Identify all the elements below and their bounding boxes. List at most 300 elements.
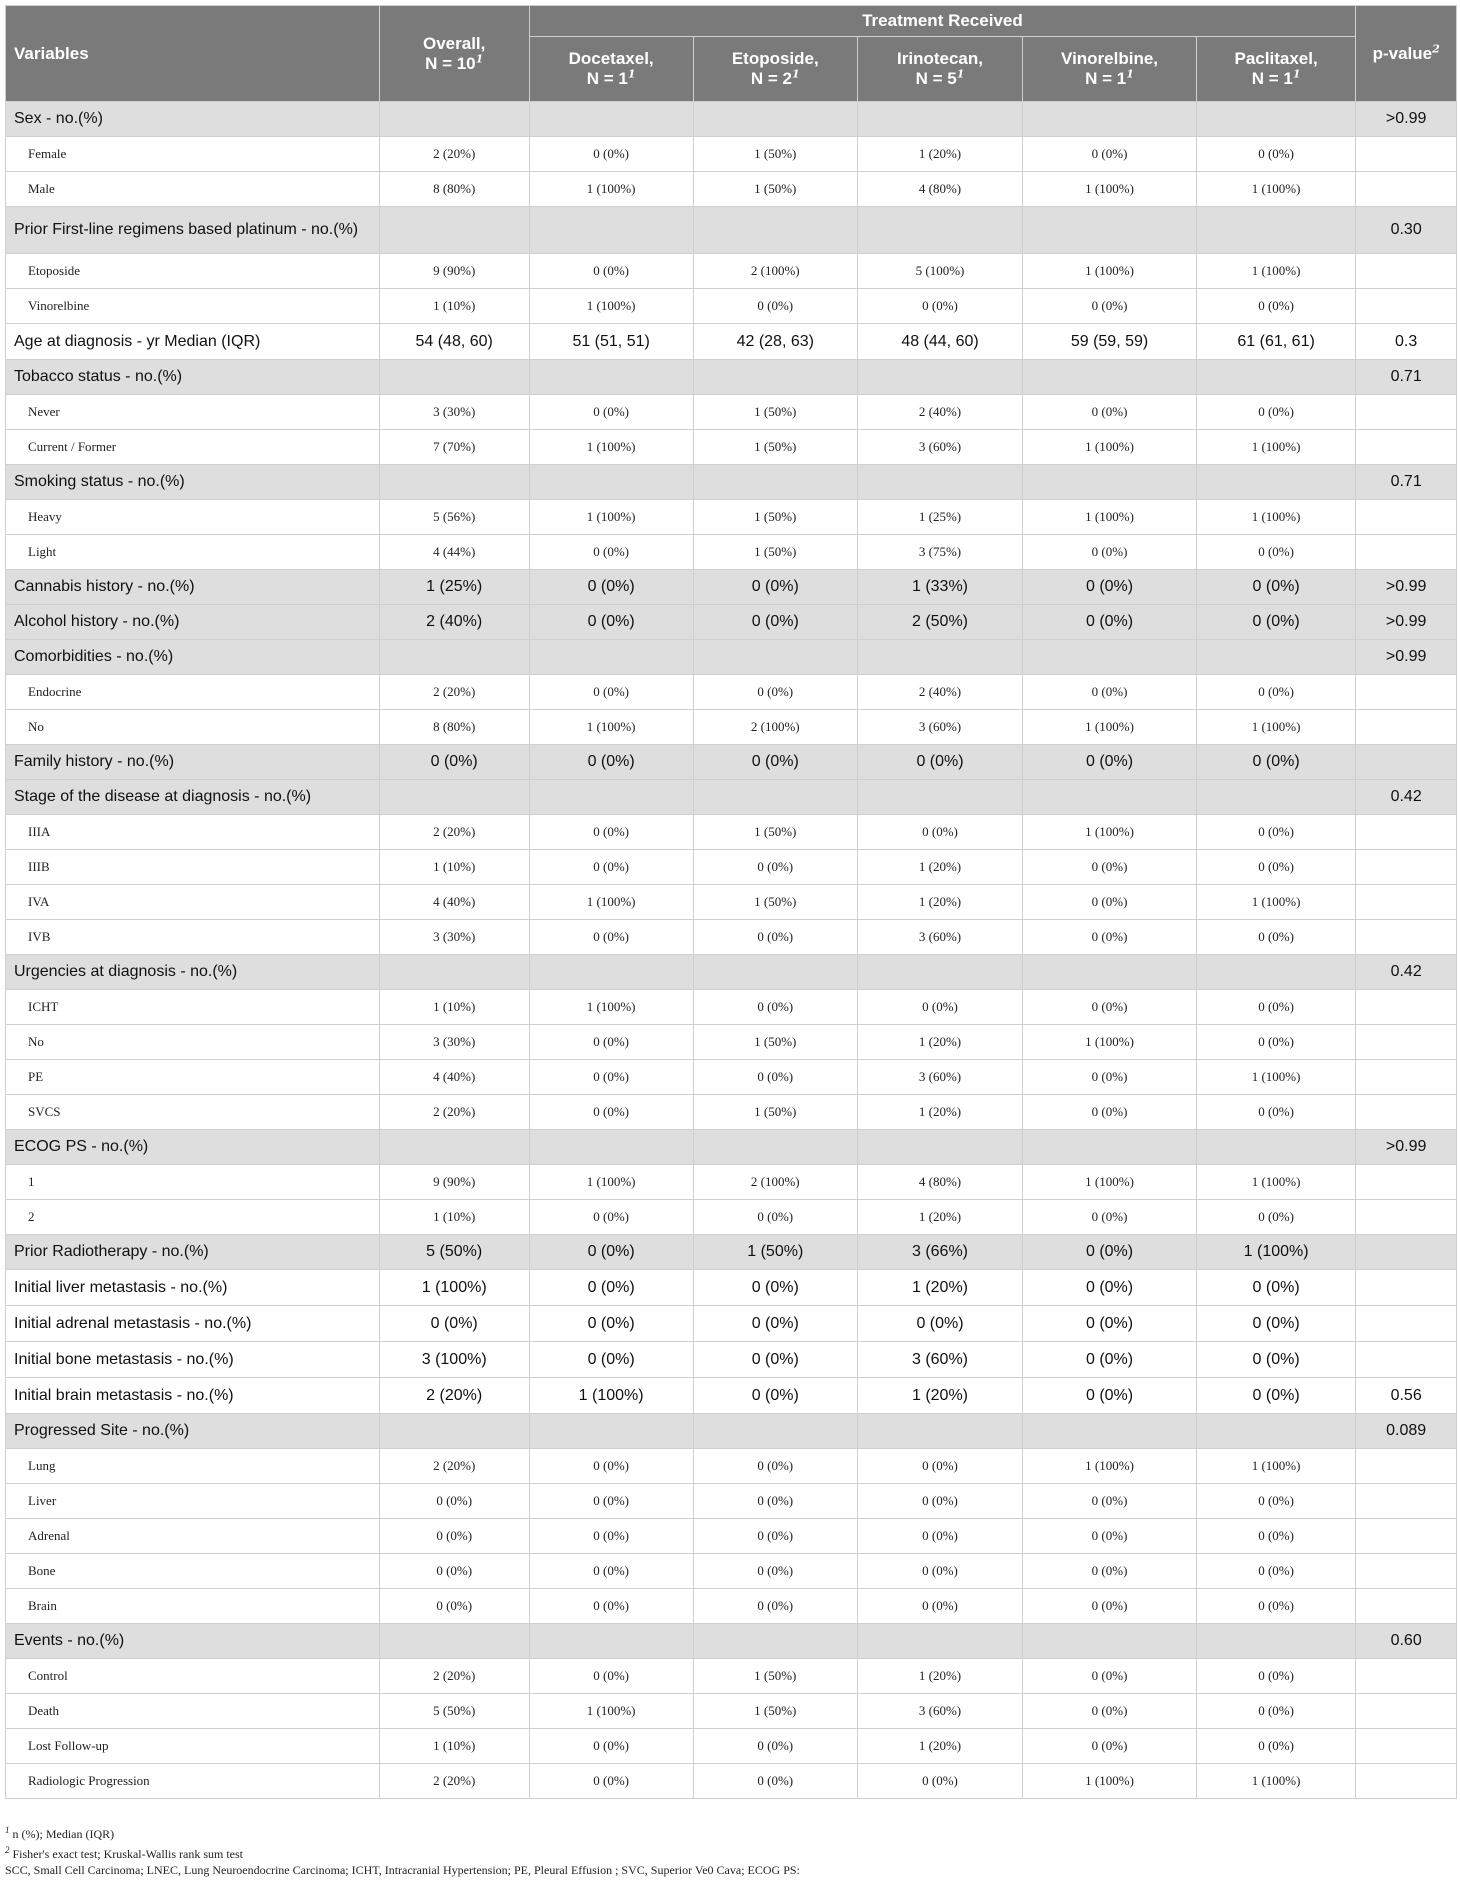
cell-value: 0 (0%) (1023, 920, 1197, 955)
cell-value: 1 (100%) (1023, 710, 1197, 745)
cell-value: 0 (0%) (529, 745, 693, 780)
cell-value (693, 102, 857, 137)
cell-value: 0 (0%) (693, 1519, 857, 1554)
cell-pvalue (1356, 1306, 1457, 1342)
cell-value (379, 360, 529, 395)
cell-value: 0 (0%) (529, 920, 693, 955)
cell-value (693, 1130, 857, 1165)
cell-value: 1 (100%) (529, 990, 693, 1025)
cell-value: 0 (0%) (1196, 990, 1355, 1025)
table-subrow (6, 1659, 1457, 1694)
cell-value: 1 (100%) (529, 1378, 693, 1414)
cell-pvalue (1356, 1519, 1457, 1554)
cell-value: 0 (0%) (857, 1764, 1022, 1799)
table-row (6, 360, 1457, 395)
cell-value: 4 (40%) (379, 1060, 529, 1095)
table-subrow (6, 1729, 1457, 1764)
cell-value: 0 (0%) (379, 1519, 529, 1554)
cell-value: 1 (50%) (693, 500, 857, 535)
cell-pvalue: >0.99 (1356, 640, 1457, 675)
cell-value: 1 (100%) (529, 430, 693, 465)
cell-value (1023, 780, 1197, 815)
cell-value: 1 (50%) (693, 1025, 857, 1060)
cell-pvalue: 0.71 (1356, 465, 1457, 500)
cell-value (379, 1624, 529, 1659)
cell-value: 0 (0%) (1023, 535, 1197, 570)
header-pvalue-sup: 2 (1432, 41, 1440, 55)
row-label: Etoposide (6, 254, 380, 289)
table-row (6, 605, 1457, 640)
cell-pvalue: 0.089 (1356, 1414, 1457, 1449)
cell-value: 0 (0%) (1023, 675, 1197, 710)
table-row (6, 1235, 1457, 1270)
table-subrow (6, 1025, 1457, 1060)
cell-pvalue (1356, 1342, 1457, 1378)
table-subrow (6, 1095, 1457, 1130)
table-subrow (6, 395, 1457, 430)
cell-pvalue (1356, 1200, 1457, 1235)
cell-pvalue: 0.3 (1356, 324, 1457, 360)
cell-value: 0 (0%) (693, 1554, 857, 1589)
cell-value: 0 (0%) (1196, 675, 1355, 710)
cell-pvalue: >0.99 (1356, 570, 1457, 605)
cell-value: 0 (0%) (1196, 137, 1355, 172)
row-label: 2 (6, 1200, 380, 1235)
cell-value: 0 (0%) (529, 254, 693, 289)
cell-value: 3 (60%) (857, 1060, 1022, 1095)
cell-value (693, 955, 857, 990)
cell-value (1023, 955, 1197, 990)
treatment-name: Vinorelbine, (1061, 49, 1159, 68)
cell-value: 1 (50%) (693, 815, 857, 850)
cell-value: 0 (0%) (693, 1342, 857, 1378)
cell-value: 1 (100%) (1023, 1449, 1197, 1484)
cell-value: 0 (0%) (529, 1270, 693, 1306)
cell-value (857, 780, 1022, 815)
cell-value (1023, 465, 1197, 500)
cell-value: 0 (0%) (1023, 1235, 1197, 1270)
header-overall-sup: 1 (475, 51, 484, 65)
cell-value: 0 (0%) (529, 1519, 693, 1554)
cell-value: 0 (0%) (1023, 1095, 1197, 1130)
cell-value: 0 (0%) (529, 850, 693, 885)
cell-value: 9 (90%) (379, 254, 529, 289)
cell-value (379, 1130, 529, 1165)
cell-value (1196, 640, 1355, 675)
cell-value: 5 (100%) (857, 254, 1022, 289)
cell-value: 1 (50%) (693, 1235, 857, 1270)
cell-value: 3 (30%) (379, 395, 529, 430)
table-row (6, 1306, 1457, 1342)
cell-pvalue (1356, 1694, 1457, 1729)
cell-value: 0 (0%) (693, 1200, 857, 1235)
cell-value: 0 (0%) (693, 850, 857, 885)
cell-pvalue (1356, 885, 1457, 920)
row-label: Male (6, 172, 380, 207)
cell-value: 1 (50%) (693, 535, 857, 570)
row-label: Brain (6, 1589, 380, 1624)
header-overall-label: Overall, (423, 33, 486, 53)
cell-value (1023, 1414, 1197, 1449)
row-label: IVA (6, 885, 380, 920)
table-row (6, 207, 1457, 254)
table-subrow (6, 990, 1457, 1025)
cell-value (857, 465, 1022, 500)
table-subrow (6, 1694, 1457, 1729)
row-label: Initial adrenal metastasis - no.(%) (6, 1306, 380, 1342)
cell-value (857, 1414, 1022, 1449)
cell-value: 2 (100%) (693, 1165, 857, 1200)
cell-value: 0 (0%) (1023, 1554, 1197, 1589)
table-row (6, 324, 1457, 360)
cell-value: 0 (0%) (693, 1589, 857, 1624)
cell-value: 1 (20%) (857, 1270, 1022, 1306)
treatment-n: N = 2 (750, 69, 792, 88)
cell-value: 1 (50%) (693, 172, 857, 207)
cell-value: 0 (0%) (693, 289, 857, 324)
cell-pvalue (1356, 535, 1457, 570)
cell-value: 0 (0%) (1023, 1342, 1197, 1378)
cell-value: 3 (60%) (857, 710, 1022, 745)
cell-value (1196, 1130, 1355, 1165)
patient-characteristics-table (5, 5, 1457, 1799)
cell-pvalue (1356, 1554, 1457, 1589)
cell-value: 0 (0%) (857, 745, 1022, 780)
table-subrow (6, 1589, 1457, 1624)
cell-value: 1 (100%) (529, 1165, 693, 1200)
cell-value: 54 (48, 60) (379, 324, 529, 360)
cell-value: 4 (40%) (379, 885, 529, 920)
cell-value: 1 (100%) (1196, 430, 1355, 465)
row-label: IIIB (6, 850, 380, 885)
cell-value: 2 (100%) (693, 710, 857, 745)
table-subrow (6, 1484, 1457, 1519)
cell-value: 3 (60%) (857, 1694, 1022, 1729)
row-label: Cannabis history - no.(%) (6, 570, 380, 605)
table-subrow (6, 172, 1457, 207)
cell-value: 1 (10%) (379, 990, 529, 1025)
cell-value: 3 (30%) (379, 920, 529, 955)
cell-value: 0 (0%) (1196, 1484, 1355, 1519)
table-subrow (6, 1060, 1457, 1095)
row-label: Radiologic Progression (6, 1764, 380, 1799)
cell-value: 0 (0%) (693, 1729, 857, 1764)
footnote (5, 1842, 1457, 1862)
table-subrow (6, 430, 1457, 465)
cell-value: 2 (50%) (857, 605, 1022, 640)
table-row (6, 955, 1457, 990)
cell-value (379, 102, 529, 137)
cell-value: 2 (100%) (693, 254, 857, 289)
treatment-name: Paclitaxel, (1234, 49, 1318, 68)
cell-value: 0 (0%) (1196, 1554, 1355, 1589)
row-label: Lung (6, 1449, 380, 1484)
cell-value: 0 (0%) (1196, 1729, 1355, 1764)
table-subrow (6, 1449, 1457, 1484)
cell-value: 0 (0%) (1023, 289, 1197, 324)
cell-value (857, 640, 1022, 675)
cell-value: 2 (20%) (379, 1095, 529, 1130)
cell-value: 0 (0%) (1196, 535, 1355, 570)
footnote-text: SCC, Small Cell Carcinoma; LNEC, Lung Neuroendocrine Carcinoma; ICHT, Intracranial Hypertension; PE, Pleural Effusion ; SVC, Superior Ve0 Cava; ECOG PS: (5, 1863, 800, 1877)
cell-value (379, 780, 529, 815)
cell-pvalue (1356, 1095, 1457, 1130)
cell-value: 1 (20%) (857, 1729, 1022, 1764)
table-subrow (6, 1764, 1457, 1799)
cell-pvalue: 0.56 (1356, 1378, 1457, 1414)
cell-value: 0 (0%) (379, 1589, 529, 1624)
cell-value (529, 1130, 693, 1165)
cell-value: 0 (0%) (529, 1025, 693, 1060)
cell-value: 0 (0%) (1023, 745, 1197, 780)
cell-value: 0 (0%) (1196, 1095, 1355, 1130)
row-label: Smoking status - no.(%) (6, 465, 380, 500)
cell-value: 1 (100%) (1023, 172, 1197, 207)
cell-value: 0 (0%) (693, 1449, 857, 1484)
cell-value: 0 (0%) (529, 1449, 693, 1484)
row-label: Age at diagnosis - yr Median (IQR) (6, 324, 380, 360)
cell-value: 1 (50%) (693, 395, 857, 430)
cell-pvalue: 0.42 (1356, 955, 1457, 990)
cell-value: 0 (0%) (1023, 850, 1197, 885)
cell-value: 0 (0%) (1023, 395, 1197, 430)
cell-value (379, 955, 529, 990)
row-label: ICHT (6, 990, 380, 1025)
cell-value: 0 (0%) (857, 1484, 1022, 1519)
cell-value: 3 (60%) (857, 1342, 1022, 1378)
cell-value (379, 207, 529, 254)
cell-value: 1 (20%) (857, 850, 1022, 885)
table-row (6, 570, 1457, 605)
row-label: 1 (6, 1165, 380, 1200)
treatment-n: N = 1 (1251, 69, 1293, 88)
cell-value: 0 (0%) (1196, 395, 1355, 430)
row-label: Bone (6, 1554, 380, 1589)
cell-value: 1 (100%) (529, 172, 693, 207)
cell-pvalue (1356, 1060, 1457, 1095)
cell-value: 8 (80%) (379, 172, 529, 207)
row-label: Endocrine (6, 675, 380, 710)
cell-value: 0 (0%) (1196, 745, 1355, 780)
cell-value: 61 (61, 61) (1196, 324, 1355, 360)
cell-pvalue (1356, 1484, 1457, 1519)
cell-value: 0 (0%) (693, 1378, 857, 1414)
cell-value: 0 (0%) (857, 1449, 1022, 1484)
cell-value: 0 (0%) (1196, 289, 1355, 324)
cell-pvalue (1356, 172, 1457, 207)
table-subrow (6, 1554, 1457, 1589)
row-label: Adrenal (6, 1519, 380, 1554)
treatment-n-sup: 1 (627, 67, 636, 81)
cell-value: 1 (50%) (693, 1095, 857, 1130)
cell-value (1196, 207, 1355, 254)
cell-pvalue (1356, 430, 1457, 465)
cell-value (693, 1414, 857, 1449)
cell-value: 0 (0%) (1196, 1306, 1355, 1342)
cell-value: 0 (0%) (857, 815, 1022, 850)
cell-value: 0 (0%) (1023, 990, 1197, 1025)
table-subrow (6, 850, 1457, 885)
cell-value: 1 (100%) (1023, 254, 1197, 289)
cell-pvalue: 0.60 (1356, 1624, 1457, 1659)
cell-value (1023, 640, 1197, 675)
cell-value: 0 (0%) (529, 1095, 693, 1130)
cell-value (693, 780, 857, 815)
cell-value: 1 (25%) (857, 500, 1022, 535)
cell-value: 0 (0%) (1023, 1519, 1197, 1554)
row-label: ECOG PS - no.(%) (6, 1130, 380, 1165)
row-label: Initial bone metastasis - no.(%) (6, 1342, 380, 1378)
cell-value: 1 (100%) (1196, 885, 1355, 920)
cell-pvalue (1356, 1764, 1457, 1799)
cell-value: 4 (80%) (857, 1165, 1022, 1200)
header-treatment-label: Treatment Received (862, 11, 1023, 30)
cell-value: 1 (100%) (1023, 815, 1197, 850)
cell-value: 0 (0%) (693, 745, 857, 780)
cell-value: 1 (10%) (379, 850, 529, 885)
cell-value: 1 (100%) (1196, 254, 1355, 289)
cell-pvalue (1356, 1449, 1457, 1484)
cell-value: 2 (20%) (379, 1378, 529, 1414)
cell-value: 1 (50%) (693, 1694, 857, 1729)
cell-value: 3 (60%) (857, 920, 1022, 955)
cell-value: 0 (0%) (693, 1484, 857, 1519)
cell-value: 0 (0%) (857, 1589, 1022, 1624)
cell-value: 42 (28, 63) (693, 324, 857, 360)
cell-value: 0 (0%) (1196, 605, 1355, 640)
row-label: Stage of the disease at diagnosis - no.(%) (6, 780, 380, 815)
cell-value: 0 (0%) (857, 289, 1022, 324)
cell-pvalue (1356, 850, 1457, 885)
header-treatment-received (529, 6, 1356, 37)
cell-value: 1 (20%) (857, 1200, 1022, 1235)
treatment-n-sup: 1 (956, 67, 965, 81)
cell-value: 0 (0%) (1196, 1589, 1355, 1624)
cell-value: 0 (0%) (529, 535, 693, 570)
table-subrow (6, 920, 1457, 955)
cell-value: 0 (0%) (529, 570, 693, 605)
cell-value (529, 1624, 693, 1659)
cell-value: 1 (100%) (1023, 430, 1197, 465)
cell-value: 2 (20%) (379, 675, 529, 710)
cell-value: 0 (0%) (857, 1306, 1022, 1342)
row-label: Prior Radiotherapy - no.(%) (6, 1235, 380, 1270)
cell-value: 1 (100%) (1196, 1764, 1355, 1799)
cell-value: 0 (0%) (529, 1200, 693, 1235)
cell-value: 0 (0%) (1023, 1378, 1197, 1414)
cell-value: 0 (0%) (529, 1659, 693, 1694)
cell-value: 0 (0%) (857, 1519, 1022, 1554)
cell-value: 2 (40%) (379, 605, 529, 640)
cell-pvalue (1356, 254, 1457, 289)
cell-value (1023, 102, 1197, 137)
cell-value (379, 640, 529, 675)
cell-value: 0 (0%) (1196, 1519, 1355, 1554)
treatment-n-sup: 1 (1292, 67, 1301, 81)
cell-pvalue (1356, 137, 1457, 172)
cell-value: 0 (0%) (693, 1306, 857, 1342)
cell-value: 0 (0%) (1023, 137, 1197, 172)
cell-value: 0 (0%) (1023, 570, 1197, 605)
header-treatment-2 (857, 37, 1022, 102)
cell-value: 0 (0%) (1196, 570, 1355, 605)
cell-value (1023, 207, 1197, 254)
cell-value: 1 (100%) (529, 1694, 693, 1729)
cell-value (1023, 1624, 1197, 1659)
cell-value: 0 (0%) (1196, 1025, 1355, 1060)
row-label: SVCS (6, 1095, 380, 1130)
cell-value: 1 (100%) (1023, 1165, 1197, 1200)
cell-value (693, 465, 857, 500)
cell-value (529, 207, 693, 254)
cell-pvalue (1356, 1270, 1457, 1306)
header-row-1 (6, 6, 1457, 37)
table-subrow (6, 500, 1457, 535)
row-label: Vinorelbine (6, 289, 380, 324)
cell-value: 1 (100%) (529, 289, 693, 324)
cell-value: 3 (30%) (379, 1025, 529, 1060)
cell-pvalue (1356, 1729, 1457, 1764)
cell-value (1023, 1130, 1197, 1165)
row-label: IIIA (6, 815, 380, 850)
cell-value (693, 1624, 857, 1659)
row-label: No (6, 1025, 380, 1060)
cell-value: 0 (0%) (529, 1764, 693, 1799)
table-row (6, 1270, 1457, 1306)
cell-value: 0 (0%) (1023, 605, 1197, 640)
footnote-marker: 2 (5, 1845, 10, 1855)
cell-pvalue: 0.71 (1356, 360, 1457, 395)
cell-pvalue (1356, 745, 1457, 780)
cell-value: 4 (80%) (857, 172, 1022, 207)
cell-value: 8 (80%) (379, 710, 529, 745)
row-label: Family history - no.(%) (6, 745, 380, 780)
cell-value: 1 (50%) (693, 1659, 857, 1694)
table-subrow (6, 289, 1457, 324)
cell-value (1196, 360, 1355, 395)
cell-value (529, 955, 693, 990)
table-row (6, 1342, 1457, 1378)
row-label: PE (6, 1060, 380, 1095)
table-subrow (6, 137, 1457, 172)
row-label: Comorbidities - no.(%) (6, 640, 380, 675)
cell-value: 0 (0%) (529, 1554, 693, 1589)
footnote (5, 1862, 1457, 1878)
cell-pvalue (1356, 500, 1457, 535)
cell-pvalue (1356, 1589, 1457, 1624)
treatment-n: N = 5 (915, 69, 957, 88)
footnote-marker: 1 (5, 1825, 10, 1835)
cell-value: 1 (100%) (1196, 500, 1355, 535)
row-label: Liver (6, 1484, 380, 1519)
cell-value (1023, 360, 1197, 395)
cell-value: 1 (100%) (529, 710, 693, 745)
cell-value (529, 780, 693, 815)
cell-value (857, 102, 1022, 137)
cell-value: 0 (0%) (529, 1484, 693, 1519)
row-label: Initial brain metastasis - no.(%) (6, 1378, 380, 1414)
cell-value: 0 (0%) (1023, 1270, 1197, 1306)
cell-pvalue (1356, 920, 1457, 955)
cell-value: 0 (0%) (379, 1306, 529, 1342)
row-label: Light (6, 535, 380, 570)
cell-value: 5 (56%) (379, 500, 529, 535)
cell-value: 1 (100%) (529, 885, 693, 920)
cell-value: 0 (0%) (529, 137, 693, 172)
cell-value: 1 (100%) (1196, 710, 1355, 745)
cell-value: 0 (0%) (1196, 920, 1355, 955)
table-row (6, 1414, 1457, 1449)
